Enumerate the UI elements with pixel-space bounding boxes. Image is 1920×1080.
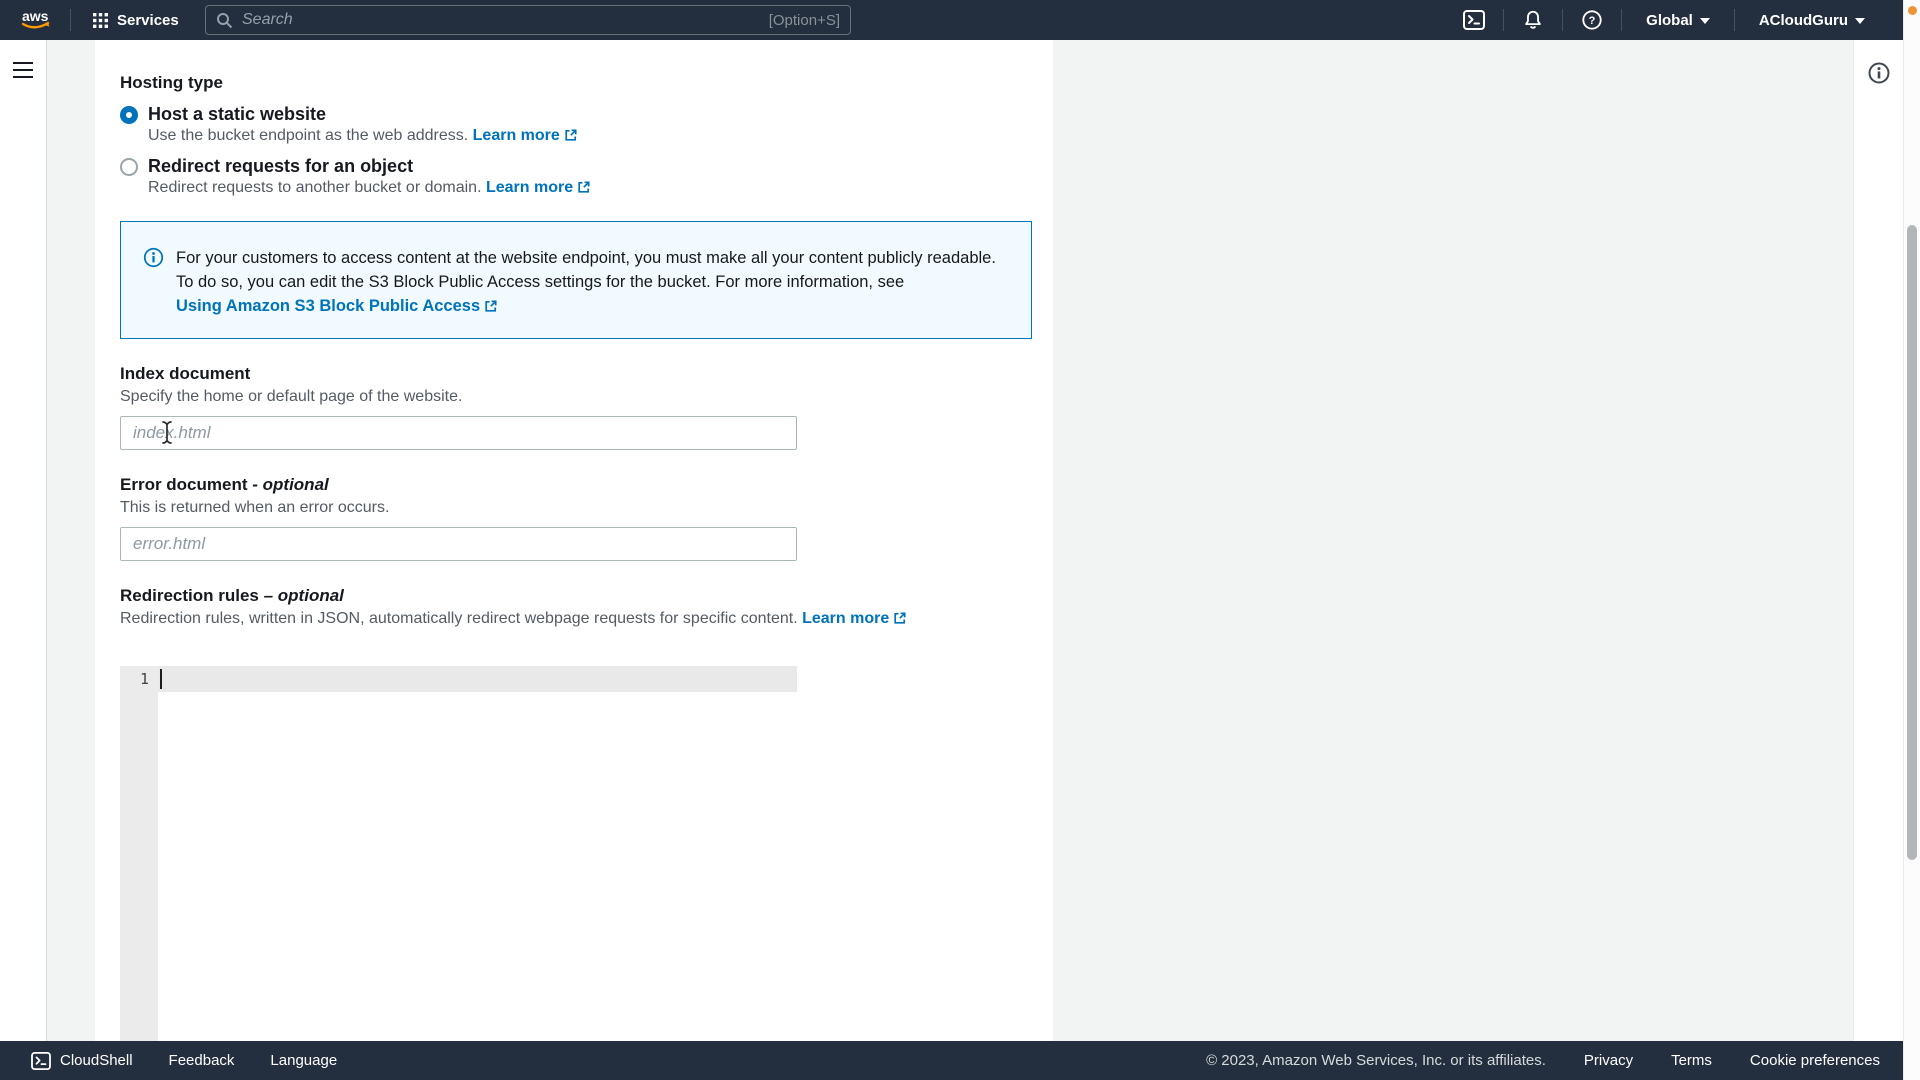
nav-divider: [1734, 9, 1735, 31]
radio-selected-icon[interactable]: [120, 106, 138, 124]
cloudshell-button[interactable]: [1457, 0, 1491, 40]
footer-cloudshell-button[interactable]: CloudShell: [31, 1052, 133, 1070]
redirection-rules-label: Redirection rules – optional: [120, 586, 344, 605]
radio-redirect-requests[interactable]: [120, 156, 1053, 177]
notifications-bell-icon: [1522, 9, 1544, 31]
external-link-icon: [893, 611, 907, 625]
index-document-section: [120, 364, 1053, 450]
radio-label: Host a static website: [148, 104, 327, 124]
learn-more-link[interactable]: Learn more: [802, 610, 907, 627]
nav-right-cluster: [1457, 0, 1903, 40]
redirection-rules-json-editor[interactable]: [120, 666, 797, 1041]
external-link-icon: [577, 180, 591, 194]
console-footer: [0, 1041, 1920, 1080]
cloudshell-terminal-icon: [1463, 10, 1485, 30]
help-panel-rail: [1853, 40, 1903, 1041]
aws-logo[interactable]: [16, 7, 58, 33]
services-label: Services: [117, 11, 179, 29]
cloudshell-terminal-icon: [31, 1052, 51, 1070]
redirection-rules-description: Redirection rules, written in JSON, automatically redirect webpage requests for specific content. Learn more: [120, 610, 1053, 628]
footer-feedback-button[interactable]: Feedback: [168, 1052, 235, 1069]
nav-divider: [1621, 9, 1622, 31]
chevron-down-icon: [1700, 18, 1710, 24]
error-document-section: [120, 475, 1053, 561]
search-placeholder: Search: [242, 11, 293, 28]
editor-line-gutter: [120, 666, 158, 1041]
learn-more-link[interactable]: Learn more: [486, 179, 591, 196]
error-document-label: Error document - optional: [120, 475, 329, 494]
editor-code-area[interactable]: [158, 666, 797, 1041]
line-number: 1: [139, 670, 149, 688]
radio-unselected-icon[interactable]: [120, 158, 138, 176]
radio-description: Redirect requests to another bucket or domain. Learn more: [148, 179, 1053, 197]
search-input[interactable]: [205, 5, 851, 35]
learn-more-link[interactable]: Learn more: [473, 127, 578, 144]
top-navigation-bar: [0, 0, 1903, 40]
scrollbar-thumb[interactable]: [1907, 225, 1917, 860]
nav-divider: [1562, 9, 1563, 31]
services-menu[interactable]: [83, 0, 189, 40]
optional-suffix: - optional: [252, 475, 329, 494]
hosting-type-label: Hosting type: [120, 73, 223, 92]
svg-text:aws: aws: [22, 8, 49, 24]
optional-suffix: – optional: [263, 586, 344, 605]
error-document-input[interactable]: [120, 527, 797, 561]
footer-privacy-link[interactable]: Privacy: [1583, 1052, 1634, 1069]
svg-text:?: ?: [1588, 15, 1596, 28]
footer-cookie-preferences-link[interactable]: Cookie preferences: [1749, 1052, 1880, 1069]
radio-host-static-website[interactable]: [120, 104, 1053, 125]
editor-active-line[interactable]: [158, 666, 797, 692]
nav-divider: [1503, 9, 1504, 31]
footer-terms-link[interactable]: Terms: [1671, 1052, 1712, 1069]
search-icon: [216, 12, 233, 29]
collapsed-side-nav: [0, 40, 47, 1041]
hamburger-menu-icon[interactable]: [13, 62, 33, 78]
external-link-icon: [484, 299, 498, 313]
info-icon: [143, 247, 164, 268]
error-document-description: This is returned when an error occurs.: [120, 499, 390, 516]
editor-caret: [160, 669, 162, 689]
help-icon: [1581, 9, 1603, 31]
info-icon: [1867, 61, 1891, 85]
public-access-info-alert: [120, 221, 1032, 339]
services-grid-icon: [93, 13, 108, 28]
radio-label: Redirect requests for an object: [148, 156, 414, 176]
index-document-label: Index document: [120, 364, 251, 383]
alert-text: For your customers to access content at the website endpoint, you must make all your content publicly readable. To do so, you can edit the S3 Block Public Access settings for the bucket. For more information, see Using Amazon S3 Block Public Access: [176, 249, 996, 315]
block-public-access-link[interactable]: Using Amazon S3 Block Public Access: [176, 297, 498, 315]
region-selector[interactable]: [1634, 0, 1722, 40]
footer-language-button[interactable]: Language: [270, 1052, 338, 1069]
notifications-button[interactable]: [1516, 0, 1550, 40]
region-label: Global: [1646, 11, 1693, 29]
info-panel-toggle[interactable]: [1866, 60, 1892, 86]
page-scrollbar: [1903, 0, 1920, 1080]
recording-indicator-dot: [1908, 6, 1917, 15]
index-document-input[interactable]: [120, 416, 797, 450]
chevron-down-icon: [1855, 18, 1865, 24]
index-document-description: Specify the home or default page of the website.: [120, 388, 463, 405]
help-button[interactable]: [1575, 0, 1609, 40]
redirection-rules-section: [120, 586, 1053, 1041]
external-link-icon: [564, 128, 578, 142]
footer-copyright: © 2023, Amazon Web Services, Inc. or its affiliates.: [1206, 1052, 1546, 1069]
account-label: ACloudGuru: [1758, 11, 1848, 29]
nav-divider: [70, 9, 71, 31]
radio-description: Use the bucket endpoint as the web address. Learn more: [148, 127, 1053, 145]
static-website-hosting-form: [95, 40, 1053, 1041]
account-menu[interactable]: [1747, 0, 1877, 40]
search-shortcut-hint: [Option+S]: [768, 11, 840, 29]
